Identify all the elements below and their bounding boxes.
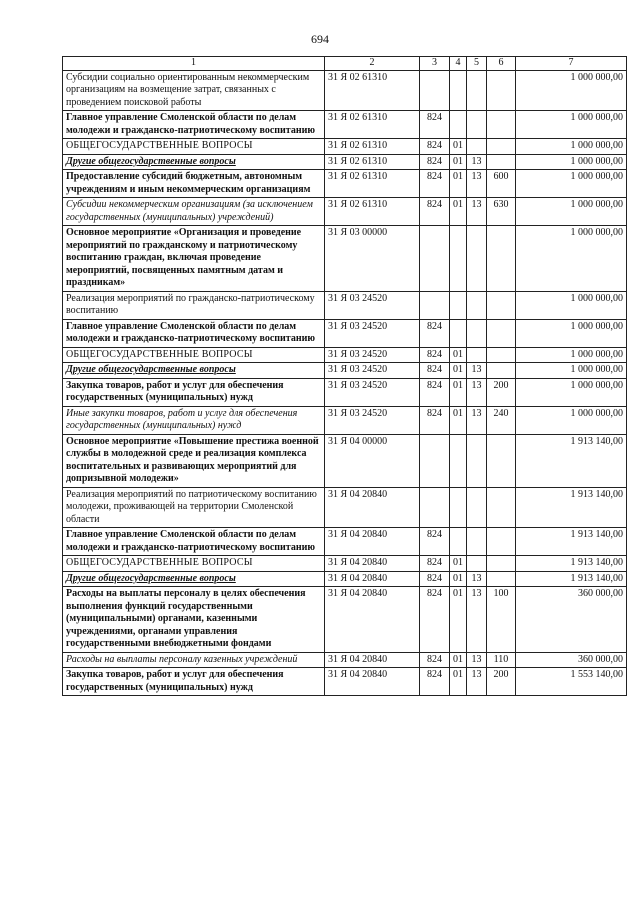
expense-name-cell: Субсидии социально ориентированным некоммерческим организациям на возмещение затрат, связанных с проведением поисковой работы: [63, 70, 325, 111]
expense-name-cell: Главное управление Смоленской области по делам молодежи и гражданско-патриотическому воспитанию: [63, 319, 325, 347]
subsection-code-cell: [467, 70, 487, 111]
expense-name-cell: Иные закупки товаров, работ и услуг для обеспечения государственных (муниципальных) нужд: [63, 406, 325, 434]
amount-cell: 1 913 140,00: [516, 434, 627, 487]
table-row: [63, 378, 627, 406]
expense-name-cell: Другие общегосударственные вопросы: [63, 363, 325, 379]
expense-type-code-cell: [487, 111, 516, 139]
expense-type-code-cell: [487, 487, 516, 528]
target-article-code-cell: 31 Я 04 20840: [325, 652, 420, 668]
expense-name-cell: Главное управление Смоленской области по делам молодежи и гражданско-патриотическому воспитанию: [63, 111, 325, 139]
table-row: [63, 571, 627, 587]
target-article-code-cell: 31 Я 03 24520: [325, 406, 420, 434]
amount-cell: 1 000 000,00: [516, 347, 627, 363]
amount-cell: 1 913 140,00: [516, 571, 627, 587]
ministry-code-cell: 824: [420, 652, 450, 668]
ministry-code-cell: 824: [420, 406, 450, 434]
table-row: [63, 70, 627, 111]
target-article-code-cell: 31 Я 02 61310: [325, 170, 420, 198]
section-code-cell: [450, 111, 467, 139]
amount-cell: 1 000 000,00: [516, 226, 627, 292]
expense-name-cell: Закупка товаров, работ и услуг для обеспечения государственных (муниципальных) нужд: [63, 378, 325, 406]
section-code-cell: 01: [450, 652, 467, 668]
expense-name-cell: Предоставление субсидий бюджетным, автономным учреждениям и иным некоммерческим организациям: [63, 170, 325, 198]
expense-name-cell: ОБЩЕГОСУДАРСТВЕННЫЕ ВОПРОСЫ: [63, 556, 325, 572]
subsection-code-cell: [467, 556, 487, 572]
subsection-code-cell: 13: [467, 406, 487, 434]
ministry-code-cell: 824: [420, 198, 450, 226]
column-header: 3: [420, 57, 450, 71]
section-code-cell: 01: [450, 406, 467, 434]
subsection-code-cell: [467, 139, 487, 155]
section-code-cell: [450, 70, 467, 111]
target-article-code-cell: 31 Я 04 20840: [325, 487, 420, 528]
section-code-cell: [450, 434, 467, 487]
column-number-row: [63, 57, 627, 71]
column-header: 6: [487, 57, 516, 71]
expense-name-cell: Главное управление Смоленской области по делам молодежи и гражданско-патриотическому воспитанию: [63, 528, 325, 556]
expense-name-cell: ОБЩЕГОСУДАРСТВЕННЫЕ ВОПРОСЫ: [63, 347, 325, 363]
expense-type-code-cell: [487, 226, 516, 292]
table-row: [63, 154, 627, 170]
section-code-cell: 01: [450, 556, 467, 572]
amount-cell: 1 000 000,00: [516, 291, 627, 319]
amount-cell: 1 000 000,00: [516, 111, 627, 139]
ministry-code-cell: [420, 226, 450, 292]
target-article-code-cell: 31 Я 03 24520: [325, 347, 420, 363]
section-code-cell: [450, 291, 467, 319]
column-header: 1: [63, 57, 325, 71]
amount-cell: 1 000 000,00: [516, 139, 627, 155]
table-row: [63, 363, 627, 379]
ministry-code-cell: [420, 70, 450, 111]
ministry-code-cell: 824: [420, 170, 450, 198]
subsection-code-cell: 13: [467, 378, 487, 406]
subsection-code-cell: 13: [467, 652, 487, 668]
ministry-code-cell: 824: [420, 556, 450, 572]
section-code-cell: [450, 487, 467, 528]
section-code-cell: 01: [450, 347, 467, 363]
table-row: [63, 139, 627, 155]
budget-table: [62, 56, 627, 696]
amount-cell: 1 000 000,00: [516, 70, 627, 111]
target-article-code-cell: 31 Я 03 24520: [325, 363, 420, 379]
subsection-code-cell: 13: [467, 170, 487, 198]
column-header: 7: [516, 57, 627, 71]
expense-type-code-cell: [487, 528, 516, 556]
section-code-cell: 01: [450, 668, 467, 696]
table-row: [63, 170, 627, 198]
subsection-code-cell: [467, 347, 487, 363]
table-row: [63, 556, 627, 572]
target-article-code-cell: 31 Я 04 20840: [325, 587, 420, 653]
target-article-code-cell: 31 Я 02 61310: [325, 139, 420, 155]
table-row: [63, 406, 627, 434]
expense-name-cell: Реализация мероприятий по гражданско-патриотическому воспитанию: [63, 291, 325, 319]
target-article-code-cell: 31 Я 03 24520: [325, 319, 420, 347]
expense-type-code-cell: [487, 556, 516, 572]
subsection-code-cell: 13: [467, 198, 487, 226]
amount-cell: 1 000 000,00: [516, 319, 627, 347]
amount-cell: 1 000 000,00: [516, 170, 627, 198]
section-code-cell: [450, 319, 467, 347]
ministry-code-cell: 824: [420, 378, 450, 406]
table-row: [63, 226, 627, 292]
expense-type-code-cell: [487, 154, 516, 170]
amount-cell: 1 553 140,00: [516, 668, 627, 696]
expense-type-code-cell: 240: [487, 406, 516, 434]
ministry-code-cell: [420, 434, 450, 487]
target-article-code-cell: 31 Я 03 00000: [325, 226, 420, 292]
expense-type-code-cell: [487, 571, 516, 587]
ministry-code-cell: 824: [420, 111, 450, 139]
amount-cell: 1 000 000,00: [516, 406, 627, 434]
subsection-code-cell: [467, 226, 487, 292]
amount-cell: 1 000 000,00: [516, 154, 627, 170]
amount-cell: 1 913 140,00: [516, 556, 627, 572]
amount-cell: 1 000 000,00: [516, 378, 627, 406]
expense-type-code-cell: 600: [487, 170, 516, 198]
amount-cell: 1 913 140,00: [516, 528, 627, 556]
ministry-code-cell: 824: [420, 363, 450, 379]
expense-type-code-cell: 200: [487, 668, 516, 696]
expense-type-code-cell: [487, 347, 516, 363]
subsection-code-cell: 13: [467, 668, 487, 696]
ministry-code-cell: 824: [420, 347, 450, 363]
table-row: [63, 528, 627, 556]
table-row: [63, 347, 627, 363]
expense-type-code-cell: [487, 291, 516, 319]
section-code-cell: 01: [450, 170, 467, 198]
section-code-cell: 01: [450, 363, 467, 379]
ministry-code-cell: 824: [420, 571, 450, 587]
expense-type-code-cell: 110: [487, 652, 516, 668]
expense-type-code-cell: [487, 434, 516, 487]
table-row: [63, 291, 627, 319]
column-header: 4: [450, 57, 467, 71]
target-article-code-cell: 31 Я 04 20840: [325, 571, 420, 587]
subsection-code-cell: 13: [467, 363, 487, 379]
expense-name-cell: Реализация мероприятий по патриотическому воспитанию молодежи, проживающей на территории Смоленской области: [63, 487, 325, 528]
subsection-code-cell: [467, 528, 487, 556]
ministry-code-cell: [420, 487, 450, 528]
ministry-code-cell: [420, 291, 450, 319]
subsection-code-cell: [467, 487, 487, 528]
target-article-code-cell: 31 Я 02 61310: [325, 198, 420, 226]
ministry-code-cell: 824: [420, 668, 450, 696]
expense-name-cell: Расходы на выплаты персоналу казенных учреждений: [63, 652, 325, 668]
ministry-code-cell: 824: [420, 528, 450, 556]
target-article-code-cell: 31 Я 03 24520: [325, 291, 420, 319]
expense-name-cell: Основное мероприятие «Организация и проведение мероприятий по гражданскому и патриотическому воспитанию граждан, включая проведение мероприятий, посвященных памятным датам и праздникам»: [63, 226, 325, 292]
amount-cell: 360 000,00: [516, 652, 627, 668]
target-article-code-cell: 31 Я 03 24520: [325, 378, 420, 406]
expense-name-cell: Субсидии некоммерческим организациям (за исключением государственных (муниципальных) учреждений): [63, 198, 325, 226]
expense-name-cell: Расходы на выплаты персоналу в целях обеспечения выполнения функций государственными (муниципальными) органами, казенными учреждениями, органами управления государственными внебюджетными фондами: [63, 587, 325, 653]
ministry-code-cell: 824: [420, 319, 450, 347]
table-row: [63, 652, 627, 668]
amount-cell: 1 000 000,00: [516, 363, 627, 379]
page-number: 694: [311, 32, 329, 46]
expense-type-code-cell: [487, 139, 516, 155]
expense-name-cell: Закупка товаров, работ и услуг для обеспечения государственных (муниципальных) нужд: [63, 668, 325, 696]
target-article-code-cell: 31 Я 02 61310: [325, 154, 420, 170]
table-row: [63, 111, 627, 139]
ministry-code-cell: 824: [420, 139, 450, 155]
table-row: [63, 487, 627, 528]
subsection-code-cell: 13: [467, 587, 487, 653]
target-article-code-cell: 31 Я 04 00000: [325, 434, 420, 487]
section-code-cell: [450, 226, 467, 292]
column-header: 2: [325, 57, 420, 71]
subsection-code-cell: [467, 291, 487, 319]
table-row: [63, 587, 627, 653]
section-code-cell: 01: [450, 198, 467, 226]
section-code-cell: 01: [450, 154, 467, 170]
expense-name-cell: Другие общегосударственные вопросы: [63, 571, 325, 587]
expense-type-code-cell: 630: [487, 198, 516, 226]
ministry-code-cell: 824: [420, 154, 450, 170]
target-article-code-cell: 31 Я 04 20840: [325, 556, 420, 572]
expense-type-code-cell: [487, 70, 516, 111]
table-row: [63, 319, 627, 347]
amount-cell: 1 000 000,00: [516, 198, 627, 226]
section-code-cell: 01: [450, 587, 467, 653]
ministry-code-cell: 824: [420, 587, 450, 653]
section-code-cell: 01: [450, 378, 467, 406]
amount-cell: 360 000,00: [516, 587, 627, 653]
target-article-code-cell: 31 Я 04 20840: [325, 668, 420, 696]
expense-name-cell: Основное мероприятие «Повышение престижа военной службы в молодежной среде и реализация комплекса воспитательных и развивающих мероприятий для допризывной молодежи»: [63, 434, 325, 487]
expense-type-code-cell: 200: [487, 378, 516, 406]
column-header: 5: [467, 57, 487, 71]
amount-cell: 1 913 140,00: [516, 487, 627, 528]
target-article-code-cell: 31 Я 02 61310: [325, 111, 420, 139]
table-row: [63, 434, 627, 487]
expense-name-cell: ОБЩЕГОСУДАРСТВЕННЫЕ ВОПРОСЫ: [63, 139, 325, 155]
subsection-code-cell: [467, 434, 487, 487]
section-code-cell: 01: [450, 139, 467, 155]
table-row: [63, 668, 627, 696]
target-article-code-cell: 31 Я 02 61310: [325, 70, 420, 111]
subsection-code-cell: [467, 111, 487, 139]
expense-name-cell: Другие общегосударственные вопросы: [63, 154, 325, 170]
subsection-code-cell: 13: [467, 154, 487, 170]
expense-type-code-cell: [487, 363, 516, 379]
section-code-cell: [450, 528, 467, 556]
table-row: [63, 198, 627, 226]
expense-type-code-cell: [487, 319, 516, 347]
section-code-cell: 01: [450, 571, 467, 587]
subsection-code-cell: [467, 319, 487, 347]
expense-type-code-cell: 100: [487, 587, 516, 653]
subsection-code-cell: 13: [467, 571, 487, 587]
target-article-code-cell: 31 Я 04 20840: [325, 528, 420, 556]
